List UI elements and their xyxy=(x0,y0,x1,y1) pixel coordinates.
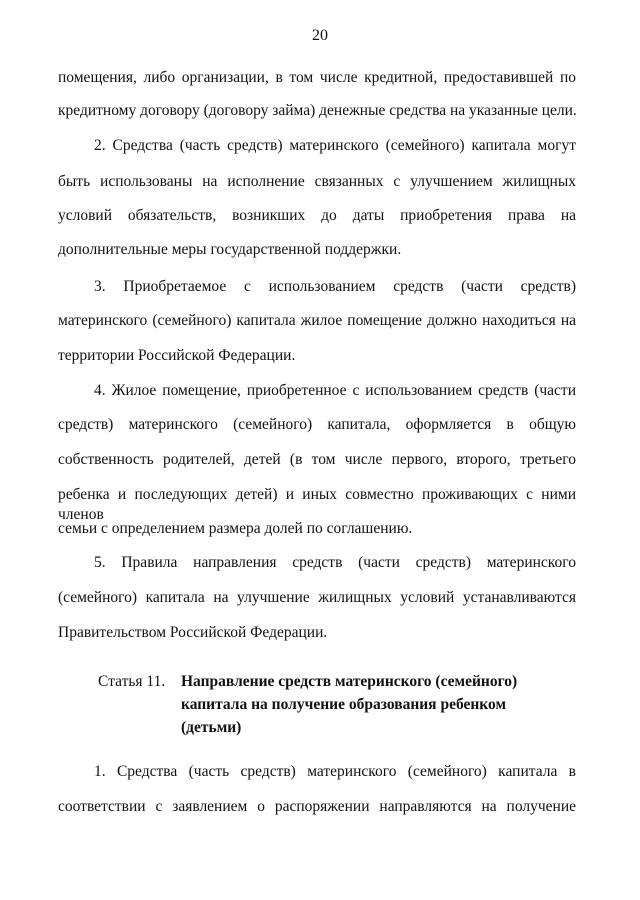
text-line: помещения, либо организации, в том числе кредитной, предоставившей по xyxy=(58,69,576,86)
text-line: 5. Правила направления средств (части средств) материнского xyxy=(94,554,576,571)
text-line: (семейного) капитала на улучшение жилищных условий устанавливаются xyxy=(58,589,576,606)
text-line: дополнительные меры государственной поддержки. xyxy=(58,241,402,258)
text-line: территории Российской Федерации. xyxy=(58,347,296,364)
article-title-line: (детьми) xyxy=(181,719,242,736)
text-line: 1. Средства (часть средств) материнского (семейного) капитала в xyxy=(94,763,576,780)
text-line: кредитному договору (договору займа) денежные средства на указанные цели. xyxy=(58,102,577,119)
text-line: условий обязательств, возникших до даты приобретения права на xyxy=(58,207,576,224)
text-line: соответствии с заявлением о распоряжении направляются на получение xyxy=(58,798,576,815)
text-line: 3. Приобретаемое с использованием средств (части средств) xyxy=(94,278,576,295)
text-line: средств) материнского (семейного) капитала, оформляется в общую xyxy=(58,416,576,433)
article-title xyxy=(181,672,541,741)
text-line: 2. Средства (часть средств) материнского (семейного) капитала могут xyxy=(94,137,576,154)
page-number: 20 xyxy=(312,27,328,44)
text-line: 4. Жилое помещение, приобретенное с использованием средств (части xyxy=(94,382,576,399)
article-label: Статья 11. xyxy=(98,673,166,690)
article-title-line: капитала на получение образования ребенком xyxy=(181,696,507,713)
text-line: быть использованы на исполнение связанных с улучшением жилищных xyxy=(58,173,576,190)
text-line: собственность родителей, детей (в том числе первого, второго, третьего xyxy=(58,451,576,468)
text-line: материнского (семейного) капитала жилое помещение должно находиться на xyxy=(58,312,576,329)
text-line: Правительством Российской Федерации. xyxy=(58,624,328,641)
article-title-line: Направление средств материнского (семейного) xyxy=(181,673,518,690)
text-line: семьи с определением размера долей по соглашению. xyxy=(58,520,413,537)
text-line: ребенка и последующих детей) и иных совместно проживающих с ними членов xyxy=(58,486,576,523)
